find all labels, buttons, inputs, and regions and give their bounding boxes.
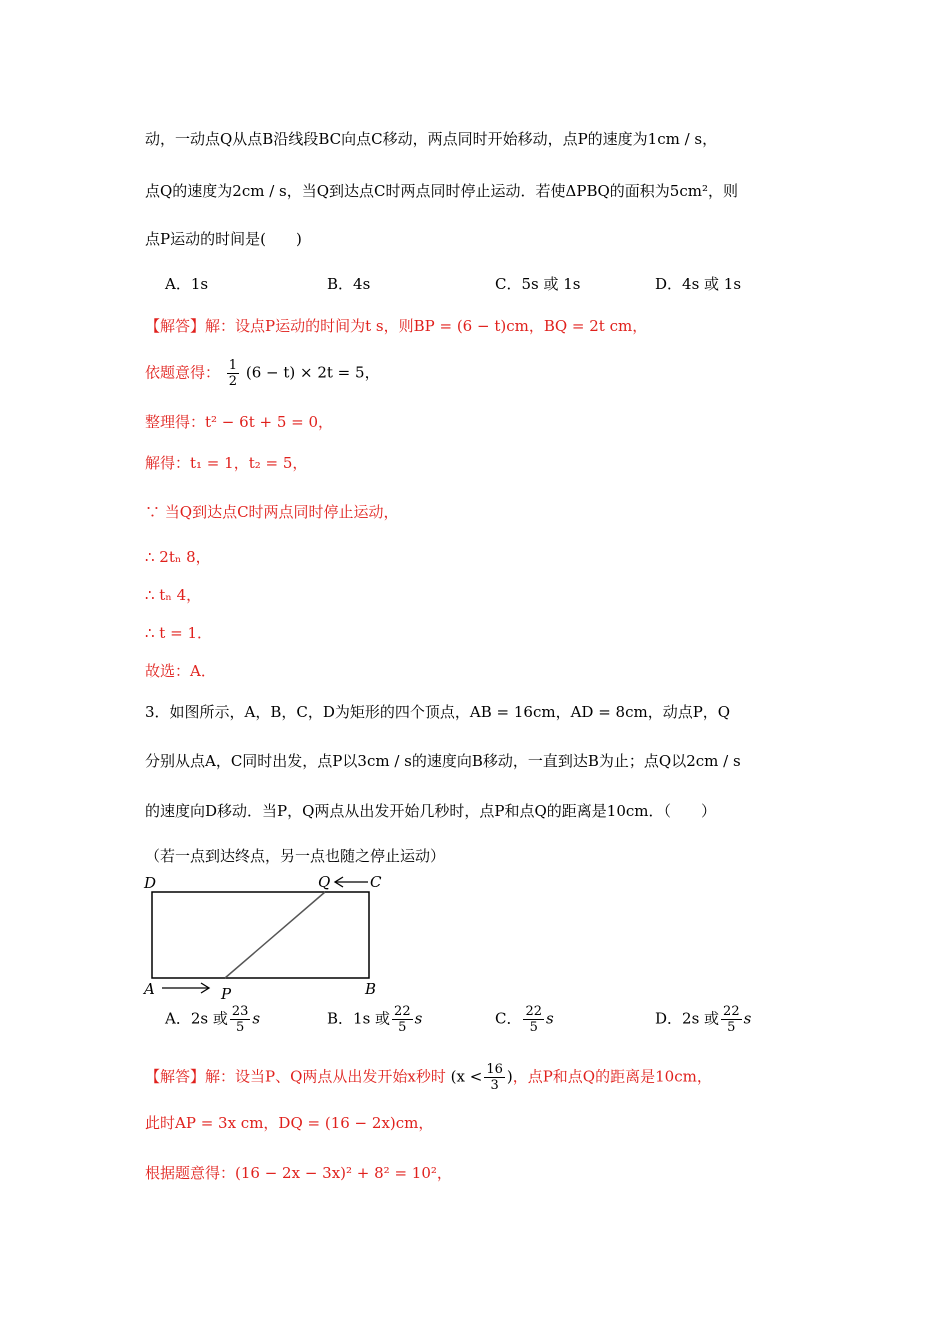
sol2-line2 bbox=[145, 358, 380, 389]
fraction-denominator: 5 bbox=[235, 1020, 245, 1035]
q2-option-d: D．4s 或 1s bbox=[655, 275, 742, 293]
fraction-numerator: 22 bbox=[394, 1004, 411, 1019]
fraction-sixteen-thirds bbox=[484, 1062, 505, 1093]
q3-note: （若一点到达终点，另一点也随之停止运动） bbox=[145, 847, 446, 865]
label-c: C bbox=[370, 873, 382, 891]
label-d: D bbox=[144, 874, 157, 892]
sol3-line1 bbox=[145, 1062, 712, 1093]
rectangle-figure bbox=[140, 868, 390, 1003]
q3-option-a bbox=[165, 1004, 260, 1035]
q3-line1: 3．如图所示，A，B，C，D为矩形的四个顶点，AB = 16cm，AD = 8cm，动点P，Q bbox=[145, 703, 731, 721]
sol2-line8: ∴ t = 1． bbox=[145, 624, 212, 642]
option-prefix: 2s 或 bbox=[190, 1009, 228, 1028]
fraction-denominator: 3 bbox=[490, 1078, 499, 1093]
sol3-line1-a: 设当P、Q两点从出发开始x秒时 bbox=[235, 1067, 446, 1086]
option-fraction bbox=[230, 1004, 251, 1035]
fraction-denominator: 2 bbox=[228, 374, 238, 389]
fraction-denominator: 5 bbox=[727, 1020, 736, 1035]
label-a: A bbox=[144, 980, 155, 998]
segment-pq bbox=[225, 892, 325, 978]
sol2-line5: ∵ 当Q到达点C时两点同时停止运动， bbox=[145, 503, 399, 521]
sol2-line1 bbox=[145, 315, 647, 337]
option-letter: D． bbox=[655, 1009, 683, 1028]
option-unit: s bbox=[546, 1009, 554, 1028]
fraction-numerator: 22 bbox=[525, 1004, 543, 1019]
option-letter: B． bbox=[327, 1009, 354, 1028]
q2-line3: 点P运动的时间是( ) bbox=[145, 230, 302, 248]
label-q: Q bbox=[318, 873, 331, 891]
q2-option-a: A．1s bbox=[165, 275, 209, 293]
fraction-numerator: 22 bbox=[723, 1004, 740, 1019]
q2-line1: 动，一动点Q从点B沿线段BC向点C移动，两点同时开始移动，点P的速度为1cm / s， bbox=[145, 130, 718, 148]
q2-option-b: B．4s bbox=[327, 275, 371, 293]
option-fraction bbox=[721, 1004, 742, 1035]
option-fraction bbox=[392, 1004, 413, 1035]
sol3-paren-close: ) bbox=[506, 1067, 513, 1086]
sol2-line6: ∴ 2tₙ 8， bbox=[145, 548, 211, 566]
sol2-line2-label: 依题意得： bbox=[145, 363, 221, 382]
sol2-line7: ∴ tₙ 4， bbox=[145, 586, 202, 604]
solution-label: 【解答】解： bbox=[145, 317, 236, 335]
q3-option-b bbox=[327, 1004, 422, 1035]
sol2-line4: 解得：t₁ = 1，t₂ = 5， bbox=[145, 454, 308, 472]
q3-line2: 分别从点A，C同时出发，点P以3cm / s的速度向B移动，一直到达B为止；点Q以2cm / s bbox=[145, 752, 741, 770]
option-unit: s bbox=[743, 1009, 752, 1028]
option-fraction bbox=[523, 1004, 544, 1035]
solution-label: 【解答】解： bbox=[145, 1067, 236, 1086]
label-p: P bbox=[221, 985, 232, 1003]
sol3-paren-open: (x < bbox=[450, 1067, 483, 1086]
fraction-denominator: 5 bbox=[398, 1020, 407, 1035]
sol3-line2: 此时AP = 3x cm，DQ = (16 − 2x)cm， bbox=[145, 1114, 434, 1132]
label-b: B bbox=[365, 980, 377, 998]
fraction-numerator: 16 bbox=[486, 1062, 503, 1077]
rectangle-abcd bbox=[152, 892, 369, 978]
q3-option-d bbox=[655, 1004, 751, 1035]
sol2-line9: 故选：A． bbox=[145, 662, 216, 680]
sol2-line2-equation: (6 − t) × 2t = 5， bbox=[245, 363, 380, 382]
q2-line2: 点Q的速度为2cm / s，当Q到达点C时两点同时停止运动．若使ΔPBQ的面积为5cm²，则 bbox=[145, 182, 738, 200]
q3-line3: 的速度向D移动．当P，Q两点从出发开始几秒时，点P和点Q的距离是10cm．（ ） bbox=[145, 802, 717, 820]
option-letter: C． bbox=[495, 1009, 522, 1028]
fraction-denominator: 5 bbox=[529, 1020, 538, 1035]
sol2-line1-text: 设点P运动的时间为t s，则BP = (6 − t)cm，BQ = 2t cm， bbox=[235, 317, 648, 335]
option-unit: s bbox=[414, 1009, 423, 1028]
fraction-numerator: 1 bbox=[228, 358, 238, 373]
option-unit: s bbox=[252, 1009, 261, 1028]
q2-option-c: C．5s 或 1s bbox=[495, 275, 581, 293]
option-prefix: 1s 或 bbox=[353, 1009, 391, 1028]
sol3-line1-b: ，点P和点Q的距离是10cm， bbox=[512, 1067, 712, 1086]
fraction-numerator: 23 bbox=[231, 1004, 249, 1019]
option-letter: A． bbox=[165, 1009, 191, 1028]
q3-option-c bbox=[495, 1004, 554, 1035]
sol2-line3: 整理得：t² − 6t + 5 = 0， bbox=[145, 413, 334, 431]
fraction-half bbox=[227, 358, 239, 389]
sol3-line3: 根据题意得：(16 − 2x − 3x)² + 8² = 10²， bbox=[145, 1164, 452, 1182]
option-prefix: 2s 或 bbox=[682, 1009, 720, 1028]
